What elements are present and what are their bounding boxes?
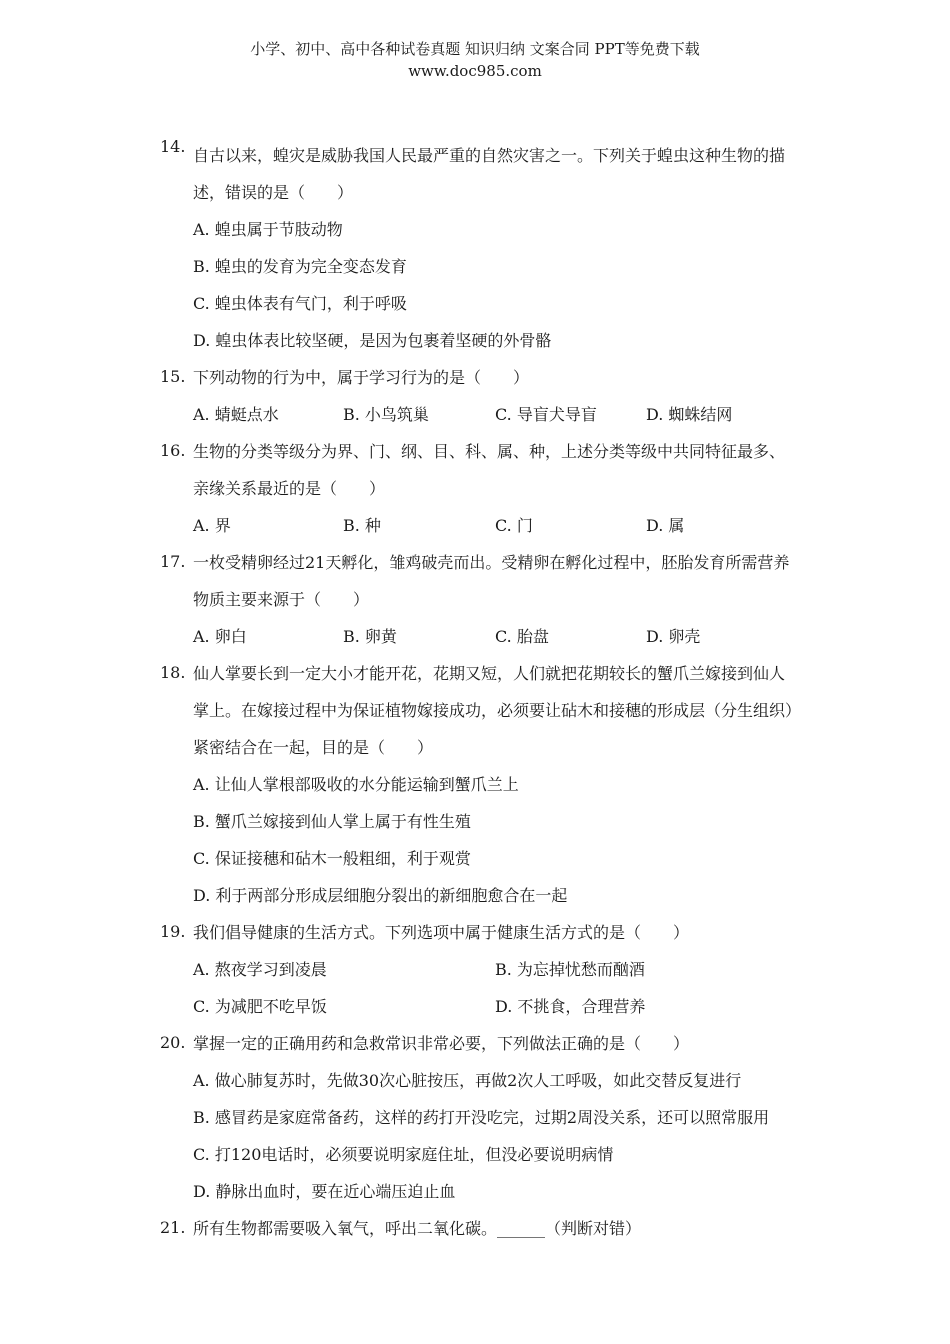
question-number: 17. — [160, 552, 186, 571]
question-17 — [0, 544, 950, 655]
options-row — [193, 951, 950, 988]
option-c: C. 蝗虫体表有气门，利于呼吸 — [193, 294, 407, 313]
question-14 — [0, 137, 950, 359]
option-d: D. 属 — [646, 516, 685, 535]
question-stem: 我们倡导健康的生活方式。下列选项中属于健康生活方式的是（ ） — [193, 923, 690, 942]
option-a: A. 蝗虫属于节肢动物 — [193, 220, 343, 239]
option-c: C. 胎盘 — [495, 627, 549, 646]
question-19 — [0, 914, 950, 1025]
question-15 — [0, 359, 950, 433]
option-d: D. 卵壳 — [646, 627, 701, 646]
header-website: www.doc985.com — [408, 62, 542, 80]
option-b: B. 感冒药是家庭常备药，这样的药打开没吃完，过期2周没关系，还可以照常服用 — [193, 1108, 770, 1127]
question-20 — [0, 1025, 950, 1210]
options-row — [193, 507, 950, 544]
question-stem: 掌握一定的正确用药和急救常识非常必要，下列做法正确的是（ ） — [193, 1034, 690, 1053]
option-d: D. 蝗虫体表比较坚硬，是因为包裹着坚硬的外骨骼 — [193, 331, 552, 350]
question-stem: 下列动物的行为中，属于学习行为的是（ ） — [193, 368, 530, 387]
question-stem: 仙人掌要长到一定大小才能开花，花期又短，人们就把花期较长的蟹爪兰嫁接到仙人掌上。在嫁接过程中为保证植物嫁接成功，必须要让砧木和接穗的形成层（分生组织）紧密结合在一起，目的是（ ） — [193, 664, 794, 757]
question-number: 21. — [160, 1218, 186, 1237]
option-c: C. 保证接穗和砧木一般粗细，利于观赏 — [193, 849, 471, 868]
option-d: D. 利于两部分形成层细胞分裂出的新细胞愈合在一起 — [193, 886, 568, 905]
question-number: 19. — [160, 922, 186, 941]
option-d: D. 不挑食，合理营养 — [495, 997, 646, 1016]
question-stem: 所有生物都需要吸入氧气，呼出二氧化碳。______（判断对错） — [193, 1219, 642, 1238]
option-a: A. 熬夜学习到凌晨 — [193, 960, 327, 979]
question-number: 20. — [160, 1033, 186, 1052]
option-c: C. 门 — [495, 516, 533, 535]
question-16 — [0, 433, 950, 544]
options-row — [193, 396, 950, 433]
option-b: B. 蝗虫的发育为完全变态发育 — [193, 257, 407, 276]
question-18 — [0, 655, 950, 914]
question-stem: 一枚受精卵经过21天孵化，雏鸡破壳而出。受精卵在孵化过程中，胚胎发育所需营养物质主要来源于（ ） — [193, 553, 790, 609]
option-b: B. 为忘掉忧愁而酗酒 — [495, 960, 645, 979]
option-d: D. 静脉出血时，要在近心端压迫止血 — [193, 1182, 456, 1201]
option-b: B. 卵黄 — [343, 627, 397, 646]
question-number: 18. — [160, 663, 186, 682]
option-a: A. 卵白 — [193, 627, 247, 646]
question-number: 16. — [160, 441, 186, 460]
question-stem: 自古以来，蝗灾是威胁我国人民最严重的自然灾害之一。下列关于蝗虫这种生物的描述，错误的是（ ） — [193, 146, 786, 202]
question-21 — [0, 1210, 950, 1247]
question-stem: 生物的分类等级分为界、门、纲、目、科、属、种，上述分类等级中共同特征最多、亲缘关系最近的是（ ） — [193, 442, 786, 498]
option-a: A. 让仙人掌根部吸收的水分能运输到蟹爪兰上 — [193, 775, 519, 794]
options-row — [193, 618, 950, 655]
option-a: A. 界 — [193, 516, 231, 535]
option-b: B. 蟹爪兰嫁接到仙人掌上属于有性生殖 — [193, 812, 471, 831]
option-d: D. 蜘蛛结网 — [646, 405, 733, 424]
header-promo-text: 小学、初中、高中各种试卷真题 知识归纳 文案合同 PPT等免费下载 — [250, 40, 700, 58]
question-number: 14. — [160, 137, 186, 156]
question-number: 15. — [160, 367, 186, 386]
option-b: B. 小鸟筑巢 — [343, 405, 429, 424]
option-a: A. 蜻蜓点水 — [193, 405, 279, 424]
option-a: A. 做心肺复苏时，先做30次心脏按压，再做2次人工呼吸，如此交替反复进行 — [193, 1071, 742, 1090]
option-c: C. 打120电话时，必须要说明家庭住址，但没必要说明病情 — [193, 1145, 614, 1164]
option-b: B. 种 — [343, 516, 381, 535]
option-c: C. 导盲犬导盲 — [495, 405, 597, 424]
option-c: C. 为减肥不吃早饭 — [193, 997, 327, 1016]
question-list — [0, 137, 950, 1247]
options-row — [193, 988, 950, 1025]
page-header — [0, 38, 950, 82]
